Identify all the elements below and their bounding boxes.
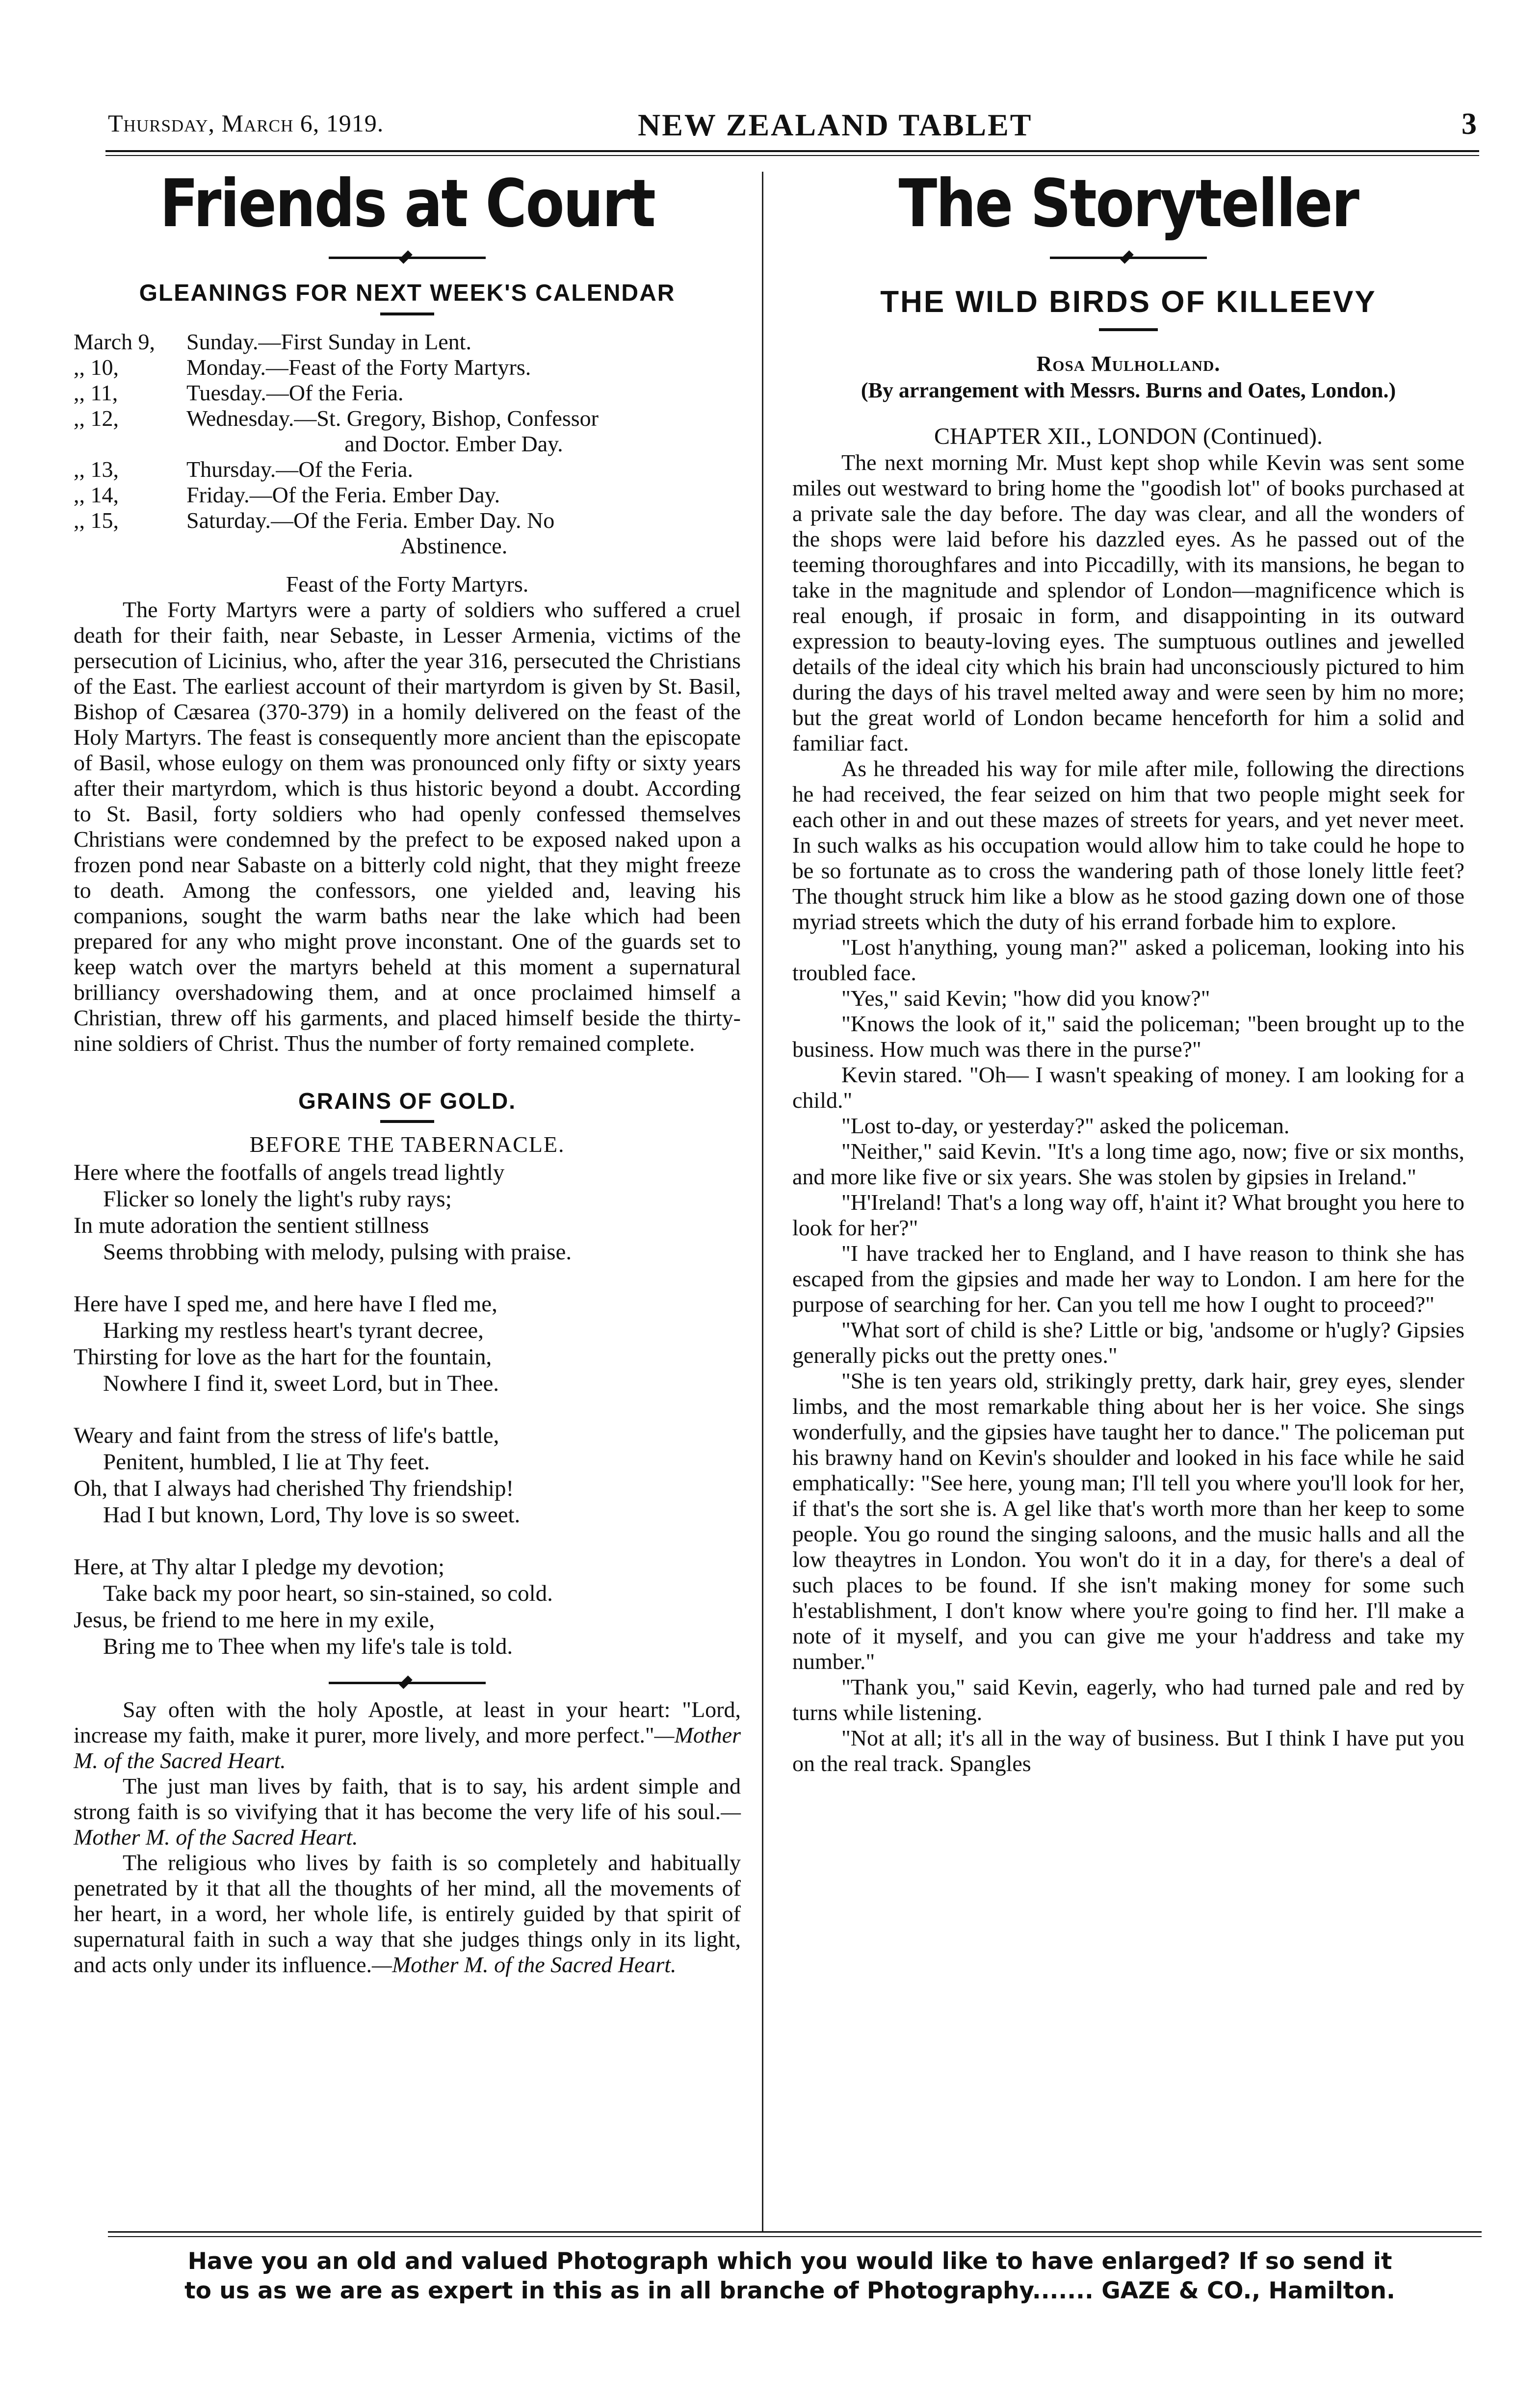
calendar-text: Tuesday.—Of the Feria. <box>186 380 404 405</box>
story-paragraph: "H'Ireland! That's a long way off, h'aint it? What brought you here to look for her?" <box>792 1190 1464 1240</box>
poem <box>74 1159 741 1660</box>
masthead-rule <box>105 150 1479 152</box>
friends-at-court-title: Friends at Court <box>159 165 655 242</box>
poem-line: Had I but known, Lord, Thy love is so sweet. <box>103 1502 521 1528</box>
poem-line: Harking my restless heart's tyrant decree, <box>103 1318 484 1343</box>
story-paragraph: "What sort of child is she? Little or big, 'andsome or h'ugly? Gipsies generally picks out the pretty ones." <box>792 1317 1464 1368</box>
poem-line: Nowhere I find it, sweet Lord, but in Thee. <box>103 1371 499 1396</box>
poem-line: Weary and faint from the stress of life's battle, <box>74 1423 499 1448</box>
calendar-date: ,, 15, <box>74 508 119 533</box>
poem-line: Flicker so lonely the light's ruby rays; <box>103 1186 452 1212</box>
quote-source: —Mother M. of the Sacred Heart. <box>372 1952 677 1977</box>
small-rule-3 <box>1099 328 1158 331</box>
calendar-text: Wednesday.—St. Gregory, Bishop, Confessor <box>186 406 599 431</box>
feast-heading: Feast of the Forty Martyrs. <box>286 572 529 597</box>
poem-stanza <box>74 1554 741 1660</box>
calendar-text: Abstinence. <box>400 533 508 558</box>
quote-paragraph: The religious who lives by faith is so completely and habitually penetrated by it that all the thoughts of her mind, all the movements of her heart, in a word, her whole life, is entirely guided by that spirit of supernatural faith in such a way that she judges things only in its light, and acts only under its influence.—Mother M. of the Sacred Heart. <box>74 1850 741 1977</box>
calendar-date <box>74 533 186 559</box>
calendar-entry <box>74 380 741 406</box>
poem-line: In mute adoration the sentient stillness <box>74 1213 429 1238</box>
poem-line: Thirsting for love as the hart for the fountain, <box>74 1344 492 1370</box>
small-rule <box>380 313 434 315</box>
calendar-date: March 9, <box>74 329 156 354</box>
poem-line: Here have I sped me, and here have I fled me, <box>74 1291 497 1317</box>
ornamental-rule <box>329 250 486 265</box>
poem-line: Jesus, be friend to me here in my exile, <box>74 1607 435 1633</box>
advert-rule <box>108 2231 1482 2233</box>
photograph-advert <box>88 2247 1491 2306</box>
storyteller-title: The Storyteller <box>898 165 1358 242</box>
poem-line: Bring me to Thee when my life's tale is told. <box>103 1634 513 1659</box>
calendar-text: Sunday.—First Sunday in Lent. <box>186 329 471 354</box>
page-number: 3 <box>1462 107 1477 141</box>
poem-title: BEFORE THE TABERNACLE. <box>249 1132 565 1157</box>
advert-line-2: to us as we are as expert in this as in all branche of Photography....... GAZE & CO., Hamilton. <box>184 2277 1395 2304</box>
story-paragraph: "I have tracked her to England, and I have reason to think she has escaped from the gipsies and made her way to London. I am here for the purpose of searching for her. Can you tell me how I ought to proceed?" <box>792 1241 1464 1317</box>
newspaper-title: NEW ZEALAND TABLET <box>638 107 1033 142</box>
ornamental-rule-2 <box>329 1675 486 1690</box>
calendar-text: Saturday.—Of the Feria. Ember Day. No <box>186 508 555 533</box>
story-paragraph: "Knows the look of it," said the policeman; "been brought up to the business. How much was there in the purse?" <box>792 1011 1464 1062</box>
advert-rule-thin <box>108 2236 1482 2237</box>
poem-stanza <box>74 1291 741 1397</box>
calendar-date <box>74 431 186 457</box>
poem-line: Here where the footfalls of angels tread lightly <box>74 1160 505 1185</box>
calendar-text: Friday.—Of the Feria. Ember Day. <box>186 482 500 507</box>
story-arrangement: (By arrangement with Messrs. Burns and Oates, London.) <box>861 378 1396 402</box>
ornamental-rule-3 <box>1050 250 1207 265</box>
calendar-entry <box>74 355 741 380</box>
story-paragraph: The next morning Mr. Must kept shop while Kevin was sent some miles out westward to bring home the "goodish lot" of books purchased at a private sale the day before. The day was clear, and all the wonders of the shops were laid before his dazzled eyes. As he passed out of the teeming thoroughfares and into Piccadilly, with its mansions, he began to take in the magnitude and splendor of London—magnificence which is real enough, if prosaic in form, and disappointing in its outward expression to beauty-loving eyes. The sumptuous outlines and jewelled details of the ideal city which his brain had unconsciously pictured to him during the days of his travel melted away and were seen by him no more; but the great world of London became henceforth for him a solid and familiar fact. <box>792 450 1464 756</box>
calendar-entry <box>74 508 741 533</box>
story-paragraph: "Thank you," said Kevin, eagerly, who had turned pale and red by turns while listening. <box>792 1674 1464 1725</box>
story-title: THE WILD BIRDS OF KILLEEVY <box>880 285 1377 319</box>
calendar-date: ,, 11, <box>74 380 118 405</box>
left-column <box>74 167 741 1978</box>
calendar-entry <box>74 431 741 457</box>
quote-source: —Mother M. of the Sacred Heart. <box>74 1722 741 1773</box>
poem-line: Here, at Thy altar I pledge my devotion; <box>74 1554 445 1580</box>
small-rule-2 <box>380 1120 434 1123</box>
calendar-entry <box>74 406 741 431</box>
column-divider <box>762 172 763 2232</box>
poem-stanza <box>74 1159 741 1265</box>
calendar-date: ,, 14, <box>74 482 119 507</box>
story-text <box>792 450 1464 1776</box>
story-paragraph: "Lost to-day, or yesterday?" asked the policeman. <box>841 1113 1290 1138</box>
advert-line-1: Have you an old and valued Photograph which you would like to have enlarged? If so send it <box>187 2248 1392 2275</box>
quote-paragraph: The just man lives by faith, that is to say, his ardent simple and strong faith is so vivifying that it has become the very life of his soul.—Mother M. of the Sacred Heart. <box>74 1773 741 1850</box>
poem-line: Penitent, humbled, I lie at Thy feet. <box>103 1449 430 1475</box>
story-paragraph: "Lost h'anything, young man?" asked a policeman, looking into his troubled face. <box>792 935 1464 985</box>
story-paragraph: "Neither," said Kevin. "It's a long time ago, now; five or six months, and more like five or six years. She was stolen by gipsies in Ireland." <box>792 1139 1464 1189</box>
story-paragraph: "She is ten years old, strikingly pretty, dark hair, grey eyes, slender limbs, and the most remarkable thing about her is her voice. She sings wonderfully, and the gipsies have taught her to dance." The policeman put his brawny hand on Kevin's shoulder and looked in his face while he said emphatically: "See here, young man; I'll tell you where you'll look for her, if that's the sort she is. A gel like that's worth more than her keep to some people. You go round the singing saloons, and the music halls and all the low theaytres in London. You won't do it in a day, for there's a deal of such places to be found. If she isn't making money for some such h'establishment, I don't know where you're going to find her. I'll make a note of it myself, and you can give me your h'address and take my number." <box>792 1368 1464 1674</box>
grains-of-gold-heading: GRAINS OF GOLD. <box>298 1088 516 1114</box>
chapter-heading: CHAPTER XII., LONDON (Continued). <box>934 423 1323 449</box>
issue-date: Thursday, March 6, 1919. <box>108 109 384 137</box>
calendar-list <box>74 329 741 559</box>
poem-line: Oh, that I always had cherished Thy friendship! <box>74 1476 514 1501</box>
story-author: Rosa Mulholland. <box>1036 352 1221 376</box>
calendar-text: Thursday.—Of the Feria. <box>186 457 413 482</box>
story-paragraph: Kevin stared. "Oh— I wasn't speaking of money. I am looking for a child." <box>792 1062 1464 1113</box>
story-paragraph: "Yes," said Kevin; "how did you know?" <box>841 986 1210 1011</box>
masthead-rule-thin <box>105 155 1479 156</box>
masthead <box>108 107 1477 143</box>
calendar-entry <box>74 482 741 508</box>
quotes <box>74 1697 741 1978</box>
right-column <box>792 167 1464 1776</box>
calendar-entry <box>74 457 741 482</box>
poem-stanza <box>74 1422 741 1528</box>
calendar-heading: GLEANINGS FOR NEXT WEEK'S CALENDAR <box>139 280 676 306</box>
story-paragraph: "Not at all; it's all in the way of business. But I think I have put you on the real track. Spangles <box>792 1725 1464 1776</box>
calendar-date: ,, 13, <box>74 457 119 482</box>
calendar-entry <box>74 533 741 559</box>
story-paragraph: As he threaded his way for mile after mile, following the directions he had received, the fear seized on him that two people might seek for each other in and out these mazes of streets for years, and yet never meet. In such walks as his occupation would allow him to take could he hope to be so fortunate as to cross the wandering path of those lonely little feet? The thought struck him like a blow as he stood gazing down one of those myriad streets which the duty of his errand forbade him to explore. <box>792 756 1464 934</box>
calendar-entry <box>74 329 741 355</box>
quote-paragraph: Say often with the holy Apostle, at least in your heart: "Lord, increase my faith, make it purer, more lively, and more perfect."—Mother M. of the Sacred Heart. <box>74 1697 741 1773</box>
poem-line: Take back my poor heart, so sin-stained, so cold. <box>103 1581 553 1606</box>
quote-source: —Mother M. of the Sacred Heart. <box>74 1799 741 1850</box>
poem-line: Seems throbbing with melody, pulsing with praise. <box>103 1239 572 1265</box>
feast-paragraph: The Forty Martyrs were a party of soldiers who suffered a cruel death for their faith, near Sebaste, in Lesser Armenia, victims of the persecution of Licinius, who, after the year 316, persecuted the Christians of the East. The earliest account of their martyrdom is given by St. Basil, Bishop of Cæsarea (370-379) in a homily delivered on the feast of the Holy Martyrs. The feast is consequently more ancient than the episcopate of Basil, whose eulogy on them was pronounced only fifty or sixty years after their martyrdom, which is thus historic beyond a doubt. According to St. Basil, forty soldiers who had openly confessed themselves Christians were condemned by the prefect to be exposed naked upon a frozen pond near Sabaste on a bitterly cold night, that they might freeze to death. Among the confessors, one yielded and, leaving his companions, sought the warm baths near the lake which had been prepared for any who might prove inconstant. One of the guards set to keep watch over the martyrs beheld at this moment a supernatural brilliancy overshadowing them, and at once proclaimed himself a Christian, threw off his garments, and placed himself beside the thirty-nine soldiers of Christ. Thus the number of forty remained complete. <box>74 597 741 1056</box>
calendar-text: and Doctor. Ember Day. <box>344 431 563 456</box>
calendar-date: ,, 10, <box>74 355 119 380</box>
calendar-text: Monday.—Feast of the Forty Martyrs. <box>186 355 531 380</box>
calendar-date: ,, 12, <box>74 406 119 431</box>
